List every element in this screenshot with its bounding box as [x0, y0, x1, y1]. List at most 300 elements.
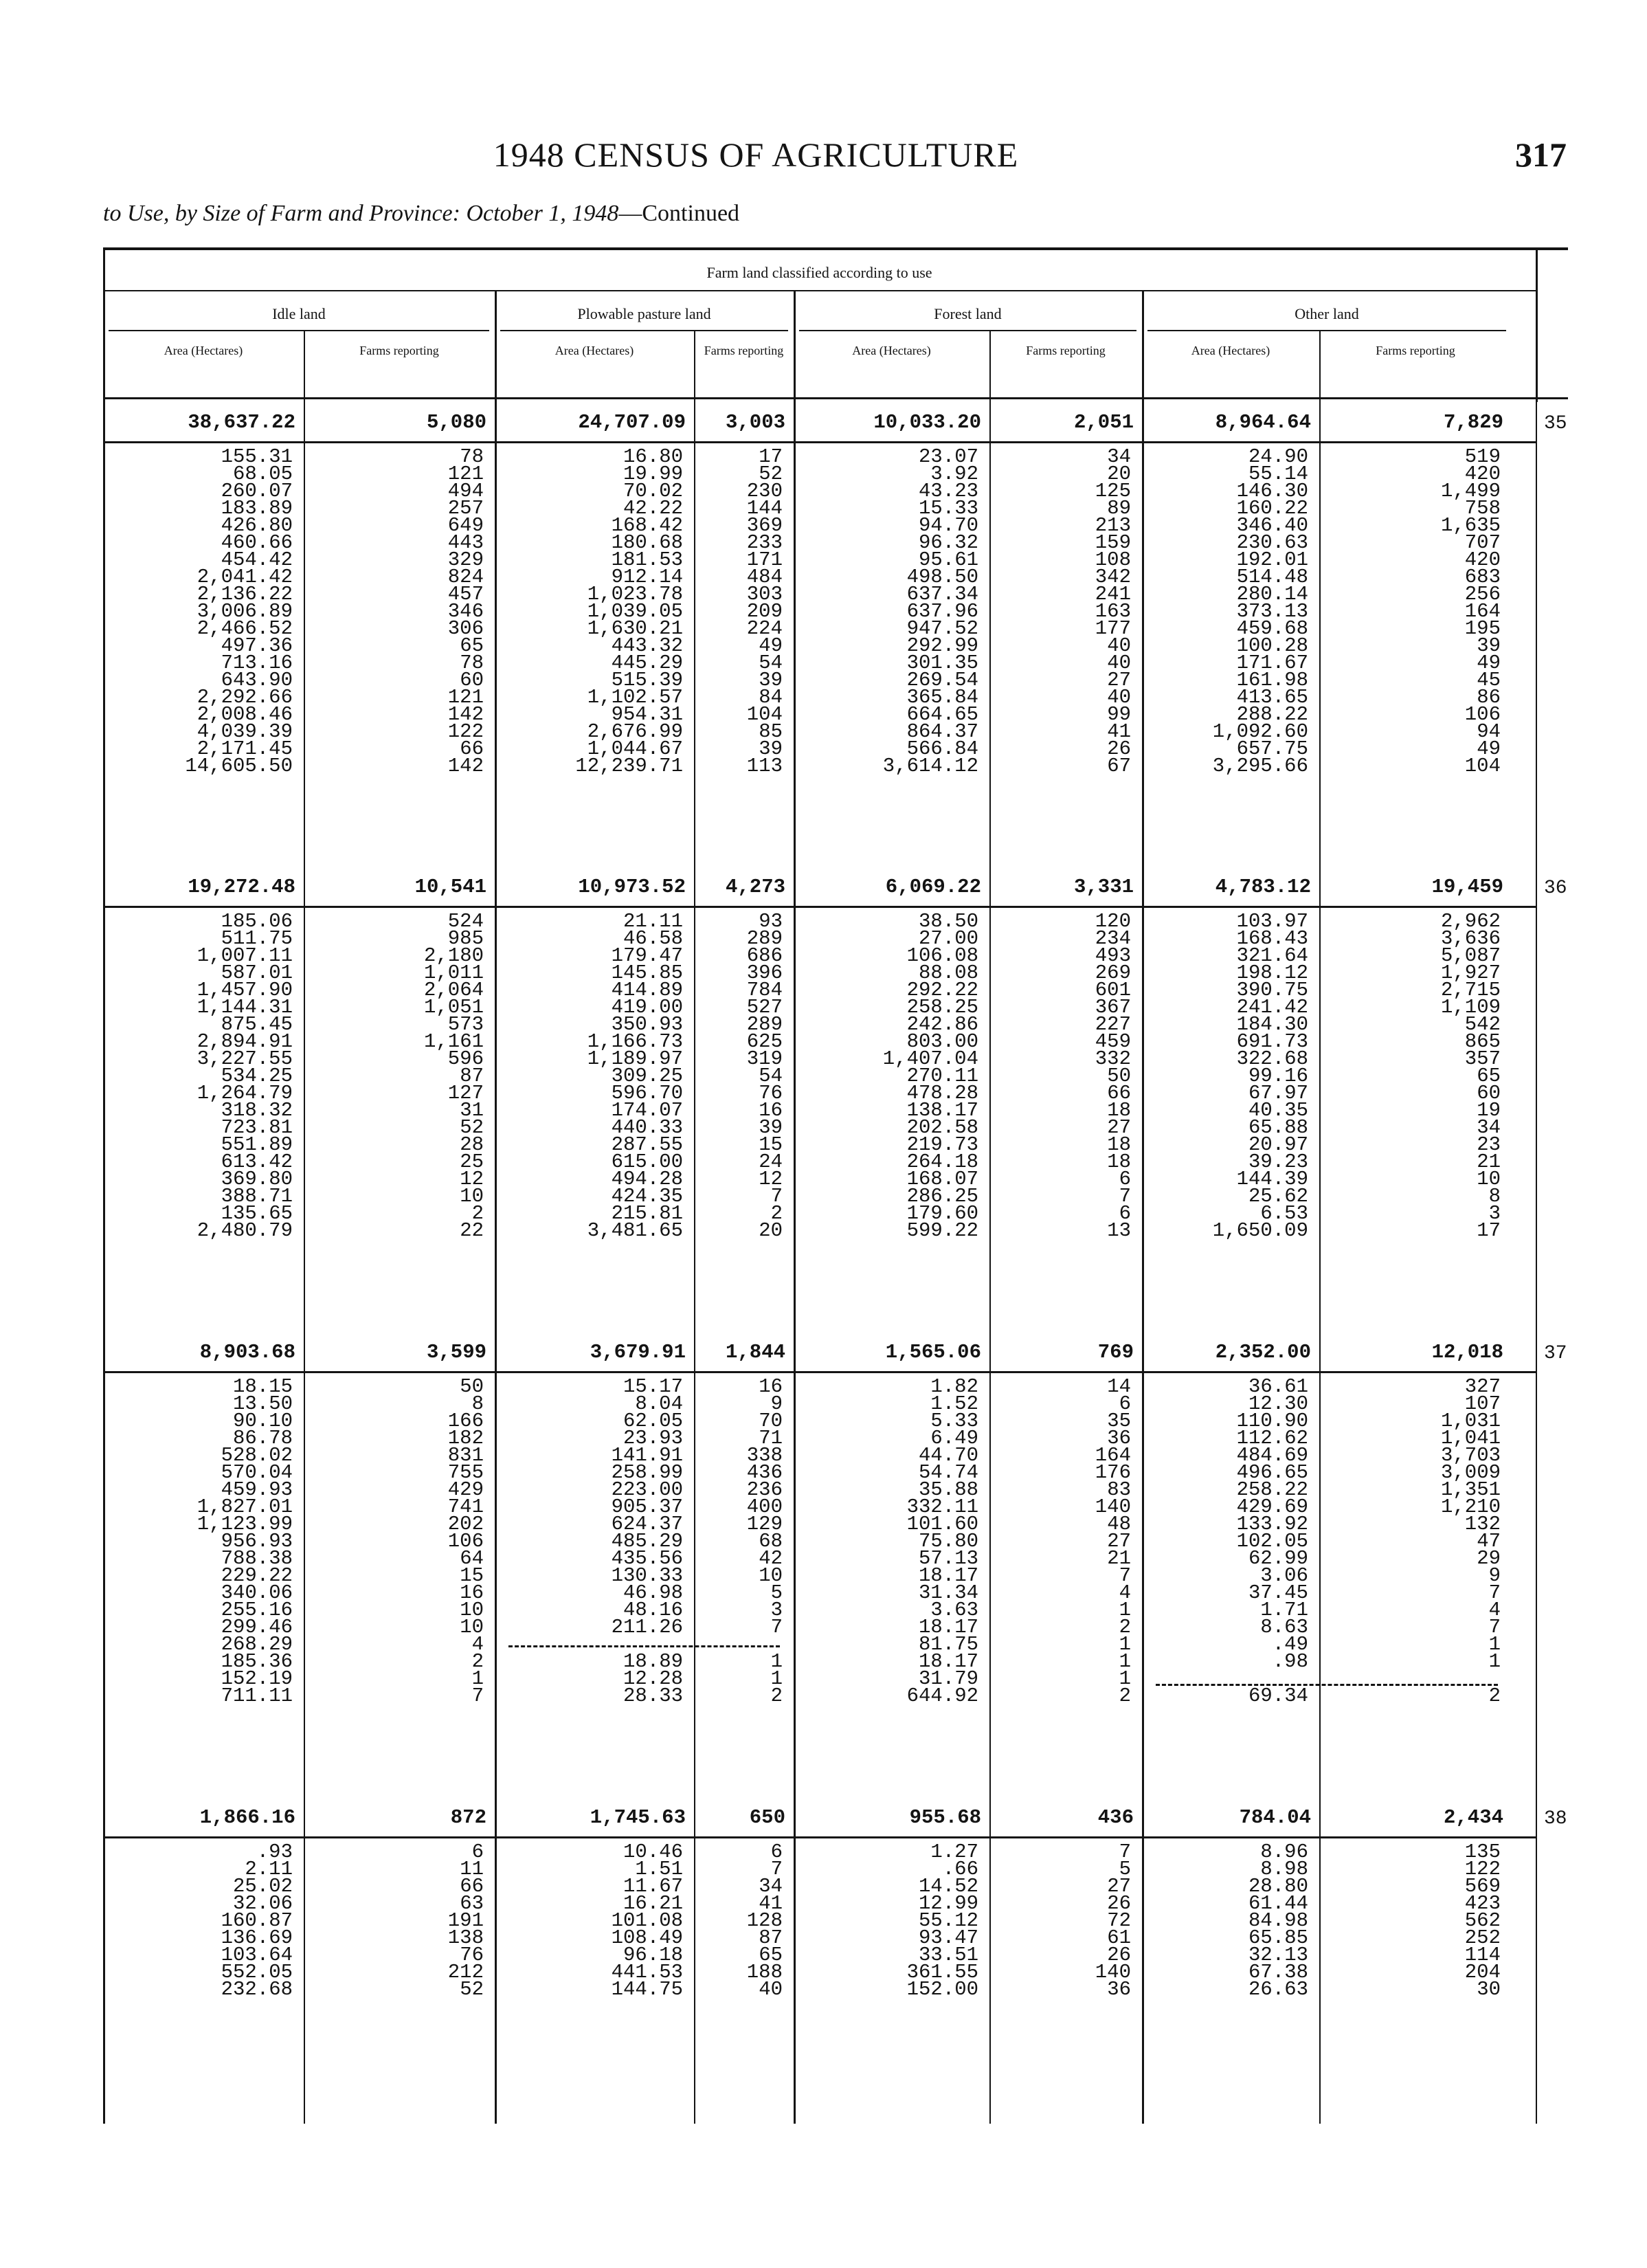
table-cell: 396: [746, 961, 783, 984]
table-cell: 3,006.89: [197, 600, 293, 623]
table-cell: 26: [1107, 1944, 1131, 1966]
column-rule: [1319, 330, 1321, 2124]
table-cell: 236: [746, 1478, 783, 1501]
table-cell: 136.69: [221, 1926, 293, 1949]
table-cell: 252: [1464, 1926, 1501, 1949]
table-cell: 1.27: [930, 1841, 978, 1863]
table-cell: 306: [447, 617, 484, 640]
table-cell: 723.81: [221, 1116, 293, 1139]
table-cell: 711.11: [221, 1685, 293, 1707]
table-cell: 241: [1095, 583, 1131, 605]
table-cell: 10: [460, 1616, 484, 1638]
table-cell: 264.18: [906, 1150, 978, 1173]
table-cell: 81.75: [918, 1633, 978, 1656]
table-cell: 497.36: [221, 634, 293, 657]
table-cell: 152.00: [906, 1978, 978, 2001]
table-cell: 76: [460, 1944, 484, 1966]
table-cell: 121: [447, 463, 484, 485]
table-cell: 758: [1464, 497, 1501, 520]
table-cell: 390.75: [1236, 979, 1308, 1001]
table-cell: 256: [1464, 583, 1501, 605]
table-cell: 142: [447, 703, 484, 726]
table-cell: 7: [770, 1185, 783, 1208]
table-cell: 52: [759, 463, 783, 485]
table-cell: 24: [759, 1150, 783, 1173]
table-cell: 18.17: [918, 1650, 978, 1673]
table-cell: 96.32: [918, 531, 978, 554]
table-cell: 12,239.71: [575, 755, 683, 777]
table-cell: 16: [759, 1375, 783, 1398]
table-cell: 485.29: [611, 1530, 683, 1553]
table-cell: 212: [447, 1961, 484, 1983]
table-cell: 185.06: [221, 910, 293, 933]
table-cell: 3: [770, 1599, 783, 1621]
table-cell: 457: [447, 583, 484, 605]
table-cell: 101.60: [906, 1513, 978, 1535]
table-cell: 185.36: [221, 1650, 293, 1673]
table-cell: 41: [1107, 720, 1131, 743]
table-cell: 292.22: [906, 979, 978, 1001]
table-cell: 741: [447, 1496, 484, 1518]
section-total: 3,599: [426, 1341, 486, 1364]
table-cell: 37.45: [1248, 1581, 1308, 1604]
table-cell: 2,041.42: [197, 566, 293, 588]
table-cell: 346: [447, 600, 484, 623]
section-total: 872: [450, 1806, 486, 1829]
table-cell: 106: [447, 1530, 484, 1553]
table-cell: 52: [460, 1978, 484, 2001]
table-cell: 954.31: [611, 703, 683, 726]
table-cell: 66: [460, 1875, 484, 1898]
table-cell: 209: [746, 600, 783, 623]
table-cell: 2,064: [423, 979, 484, 1001]
table-cell: 788.38: [221, 1547, 293, 1570]
table-cell: 120: [1095, 910, 1131, 933]
table-cell: 985: [447, 927, 484, 950]
table-cell: 365.84: [906, 686, 978, 709]
table-cell: 76: [759, 1082, 783, 1104]
table-cell: 40: [1107, 652, 1131, 674]
table-cell: 42: [759, 1547, 783, 1570]
table-cell: 2,676.99: [587, 720, 683, 743]
table-cell: 429.69: [1236, 1496, 1308, 1518]
table-cell: 25.02: [232, 1875, 293, 1898]
table-cell: 32.13: [1248, 1944, 1308, 1966]
table-cell: 596: [447, 1047, 484, 1070]
table-cell: 5,087: [1440, 944, 1501, 967]
table-cell: 16: [460, 1581, 484, 1604]
table-cell: 515.39: [611, 669, 683, 691]
table-cell: 511.75: [221, 927, 293, 950]
table-cell: 95.61: [918, 548, 978, 571]
table-cell: 60: [460, 669, 484, 691]
table-cell: 20: [1107, 463, 1131, 485]
table-cell: 202.58: [906, 1116, 978, 1139]
table-cell: 16.21: [623, 1892, 683, 1915]
table-cell: 68.05: [232, 463, 293, 485]
table-cell: 573: [447, 1013, 484, 1036]
table-cell: 3,227.55: [197, 1047, 293, 1070]
table-cell: 55.14: [1248, 463, 1308, 485]
subtitle-continued: —Continued: [618, 201, 740, 226]
column-rule: [304, 330, 305, 2124]
table-cell: 122: [447, 720, 484, 743]
table-cell: 181.53: [611, 548, 683, 571]
table-cell: 3: [1488, 1202, 1501, 1225]
table-cell: 1.51: [635, 1858, 683, 1880]
section-total: 12,018: [1431, 1341, 1503, 1364]
page-title: 1948 CENSUS OF AGRICULTURE: [493, 135, 1019, 174]
table-cell: 108: [1095, 548, 1131, 571]
table-cell: 182: [447, 1427, 484, 1449]
table-cell: 624.37: [611, 1513, 683, 1535]
table-cell: 1: [770, 1667, 783, 1690]
table-cell: 443.32: [611, 634, 683, 657]
table-cell: 1,039.05: [587, 600, 683, 623]
section-total: 1,565.06: [885, 1341, 981, 1364]
table-cell: 104: [746, 703, 783, 726]
table-cell: 19: [1477, 1099, 1501, 1122]
group-rule: [500, 330, 788, 331]
table-cell: 104: [1464, 755, 1501, 777]
table-cell: 23: [1477, 1133, 1501, 1156]
section-total: 5,080: [426, 411, 486, 434]
table-cell: 224: [746, 617, 783, 640]
section-total: 1,745.63: [590, 1806, 686, 1829]
table-cell: 424.35: [611, 1185, 683, 1208]
table-cell: 1,023.78: [587, 583, 683, 605]
table-cell: 69.34: [1248, 1685, 1308, 1707]
table-cell: 46.58: [623, 927, 683, 950]
table-cell: 2,008.46: [197, 703, 293, 726]
dashed-leader: [1156, 1684, 1498, 1686]
table-cell: 121: [447, 686, 484, 709]
table-cell: 6: [1119, 1202, 1131, 1225]
table-cell: 459: [1095, 1030, 1131, 1053]
table-cell: 1,351: [1440, 1478, 1501, 1501]
table-cell: 423: [1464, 1892, 1501, 1915]
table-cell: 61: [1107, 1926, 1131, 1949]
table-cell: 9: [1488, 1564, 1501, 1587]
table-cell: 65: [759, 1944, 783, 1966]
table-cell: 70.02: [623, 480, 683, 502]
section-total: 769: [1097, 1341, 1134, 1364]
table-cell: 3,636: [1440, 927, 1501, 950]
table-cell: 46.98: [623, 1581, 683, 1604]
table-cell: 27: [1107, 669, 1131, 691]
table-cell: 44.70: [918, 1444, 978, 1467]
table-cell: 441.53: [611, 1961, 683, 1983]
table-cell: 784: [746, 979, 783, 1001]
table-cell: 86.78: [232, 1427, 293, 1449]
table-cell: 864.37: [906, 720, 978, 743]
table-cell: 161.98: [1236, 669, 1308, 691]
column-header-farms: Farms reporting: [704, 344, 784, 357]
table-cell: 40: [759, 1978, 783, 2001]
table-cell: 691.73: [1236, 1030, 1308, 1053]
table-cell: 587.01: [221, 961, 293, 984]
column-header-farms: Farms reporting: [359, 344, 439, 357]
table-cell: 67: [1107, 755, 1131, 777]
table-cell: 103.64: [221, 1944, 293, 1966]
table-cell: 100.28: [1236, 634, 1308, 657]
table-cell: 338: [746, 1444, 783, 1467]
table-cell: 230: [746, 480, 783, 502]
table-cell: 31.79: [918, 1667, 978, 1690]
column-header-area: Area (Hectares): [554, 344, 634, 357]
table-cell: 88.08: [918, 961, 978, 984]
table-cell: 289: [746, 927, 783, 950]
table-cell: 329: [447, 548, 484, 571]
table-cell: 713.16: [221, 652, 293, 674]
table-cell: 33.51: [918, 1944, 978, 1966]
table-cell: 1,051: [423, 996, 484, 1019]
table-cell: 66: [460, 737, 484, 760]
table-cell: 292.99: [906, 634, 978, 657]
table-cell: 865: [1464, 1030, 1501, 1053]
table-cell: 84: [759, 686, 783, 709]
table-cell: 83: [1107, 1478, 1131, 1501]
table-cell: 93: [759, 910, 783, 933]
table-cell: 99.16: [1248, 1065, 1308, 1087]
table-cell: 2.11: [245, 1858, 293, 1880]
table-cell: 596.70: [611, 1082, 683, 1104]
table-cell: 10: [759, 1564, 783, 1587]
table-cell: 436: [746, 1461, 783, 1484]
table-cell: 1: [1488, 1650, 1501, 1673]
table-cell: 6: [471, 1841, 484, 1863]
table-cell: 132: [1464, 1513, 1501, 1535]
column-header-farms: Farms reporting: [1376, 344, 1455, 357]
table-cell: 15: [759, 1133, 783, 1156]
table-cell: 61.44: [1248, 1892, 1308, 1915]
table-cell: 5.33: [930, 1410, 978, 1432]
table-cell: 71: [759, 1427, 783, 1449]
table-cell: 268.29: [221, 1633, 293, 1656]
table-cell: 90.10: [232, 1410, 293, 1432]
table-cell: 10: [460, 1185, 484, 1208]
table-cell: 342: [1095, 566, 1131, 588]
table-cell: 40: [1107, 686, 1131, 709]
table-cell: 3.06: [1260, 1564, 1308, 1587]
table-cell: 146.30: [1236, 480, 1308, 502]
table-cell: 15: [460, 1564, 484, 1587]
table-cell: 34: [1107, 445, 1131, 468]
table-cell: 12.28: [623, 1667, 683, 1690]
table-cell: 13.50: [232, 1392, 293, 1415]
table-cell: 459.68: [1236, 617, 1308, 640]
group-rule: [109, 330, 489, 331]
table-cell: 419.00: [611, 996, 683, 1019]
table-cell: 1: [471, 1667, 484, 1690]
table-cell: 1: [1119, 1650, 1131, 1673]
title-rule: [103, 290, 1536, 291]
table-cell: 101.08: [611, 1909, 683, 1932]
table-cell: 63: [460, 1892, 484, 1915]
table-cell: 21.11: [623, 910, 683, 933]
table-cell: 18.89: [623, 1650, 683, 1673]
table-cell: 16: [759, 1099, 783, 1122]
table-cell: 369.80: [221, 1168, 293, 1190]
table-cell: 31.34: [918, 1581, 978, 1604]
table-cell: 25.62: [1248, 1185, 1308, 1208]
section-total: 2,352.00: [1215, 1341, 1311, 1364]
table-cell: 2,292.66: [197, 686, 293, 709]
table-cell: 357: [1464, 1047, 1501, 1070]
table-cell: 309.25: [611, 1065, 683, 1087]
table-cell: 54: [759, 1065, 783, 1087]
table-cell: 41: [759, 1892, 783, 1915]
table-cell: 62.05: [623, 1410, 683, 1432]
table-cell: 3,009: [1440, 1461, 1501, 1484]
table-cell: 6.53: [1260, 1202, 1308, 1225]
table-cell: 70: [759, 1410, 783, 1432]
table-cell: 144: [746, 497, 783, 520]
table-cell: 204: [1464, 1961, 1501, 1983]
table-cell: 49: [1477, 737, 1501, 760]
table-cell: 133.92: [1236, 1513, 1308, 1535]
column-header-area: Area (Hectares): [1191, 344, 1270, 357]
table-cell: 803.00: [906, 1030, 978, 1053]
table-cell: 484: [746, 566, 783, 588]
table-subtitle: [103, 201, 739, 227]
table-cell: 219.73: [906, 1133, 978, 1156]
table-cell: 67.38: [1248, 1961, 1308, 1983]
table-cell: 18: [1107, 1099, 1131, 1122]
table-cell: 519: [1464, 445, 1501, 468]
table-cell: 649: [447, 514, 484, 537]
table-cell: 129: [746, 1513, 783, 1535]
table-cell: 68: [759, 1530, 783, 1553]
table-cell: 10.46: [623, 1841, 683, 1863]
table-cell: 319: [746, 1047, 783, 1070]
group-column-rule: [495, 290, 497, 2124]
table-cell: 1,092.60: [1212, 720, 1308, 743]
table-cell: 4: [471, 1633, 484, 1656]
table-cell: 257: [447, 497, 484, 520]
table-cell: 1.71: [1260, 1599, 1308, 1621]
table-cell: 159: [1095, 531, 1131, 554]
table-cell: 420: [1464, 463, 1501, 485]
table-cell: 280.14: [1236, 583, 1308, 605]
table-cell: 13: [1107, 1219, 1131, 1242]
table-cell: 26.63: [1248, 1978, 1308, 2001]
table-cell: 566.84: [906, 737, 978, 760]
table-cell: 11: [460, 1858, 484, 1880]
row-number: 37: [1544, 1343, 1567, 1364]
section-total: 19,459: [1431, 876, 1503, 898]
table-cell: 664.65: [906, 703, 978, 726]
table-cell: 956.93: [221, 1530, 293, 1553]
table-cell: 1: [1119, 1667, 1131, 1690]
table-cell: 20.97: [1248, 1133, 1308, 1156]
table-cell: 163: [1095, 600, 1131, 623]
table-cell: 7: [770, 1858, 783, 1880]
table-cell: 420: [1464, 548, 1501, 571]
table-cell: 496.65: [1236, 1461, 1308, 1484]
table-cell: 498.50: [906, 566, 978, 588]
table-cell: 367: [1095, 996, 1131, 1019]
table-cell: 40.35: [1248, 1099, 1308, 1122]
table-cell: 28.33: [623, 1685, 683, 1707]
table-cell: 168.43: [1236, 927, 1308, 950]
table-cell: 7: [1119, 1564, 1131, 1587]
table-cell: 188: [746, 1961, 783, 1983]
table-cell: 912.14: [611, 566, 683, 588]
table-cell: 145.85: [611, 961, 683, 984]
table-cell: 287.55: [611, 1133, 683, 1156]
header-bottom-rule: [103, 397, 1568, 399]
table-cell: 1,650.09: [1212, 1219, 1308, 1242]
table-cell: 429: [447, 1478, 484, 1501]
section-total: 3,679.91: [590, 1341, 686, 1364]
table-cell: 65: [460, 634, 484, 657]
table-cell: 1,011: [423, 961, 484, 984]
section-total: 1,844: [725, 1341, 785, 1364]
table-cell: 1,499: [1440, 480, 1501, 502]
table-cell: 426.80: [221, 514, 293, 537]
table-cell: 195: [1464, 617, 1501, 640]
table-cell: 12.30: [1248, 1392, 1308, 1415]
table-cell: 599.22: [906, 1219, 978, 1242]
table-cell: 12: [460, 1168, 484, 1190]
table-cell: 227: [1095, 1013, 1131, 1036]
table-cell: 155.31: [221, 445, 293, 468]
table-cell: 166: [447, 1410, 484, 1432]
table-cell: 1,166.73: [587, 1030, 683, 1053]
table-cell: 7: [471, 1685, 484, 1707]
table-cell: 127: [447, 1082, 484, 1104]
table-cell: 332: [1095, 1047, 1131, 1070]
table-cell: 36: [1107, 1427, 1131, 1449]
table-cell: 8: [471, 1392, 484, 1415]
table-cell: 4,039.39: [197, 720, 293, 743]
farm-land-table: [103, 247, 1568, 2124]
table-cell: 369: [746, 514, 783, 537]
table-cell: 551.89: [221, 1133, 293, 1156]
table-cell: 106.08: [906, 944, 978, 967]
section-total: 3,003: [725, 411, 785, 434]
table-cell: 19.99: [623, 463, 683, 485]
table-cell: 30: [1477, 1978, 1501, 2001]
table-cell: 2: [1119, 1616, 1131, 1638]
table-cell: 140: [1095, 1961, 1131, 1983]
table-cell: 1,044.67: [587, 737, 683, 760]
table-cell: 332.11: [906, 1496, 978, 1518]
table-cell: 22: [460, 1219, 484, 1242]
table-cell: 288.22: [1236, 703, 1308, 726]
table-cell: 15.17: [623, 1375, 683, 1398]
table-cell: 113: [746, 755, 783, 777]
group-header: Other land: [1295, 305, 1359, 322]
table-cell: 4: [1119, 1581, 1131, 1604]
table-cell: 318.32: [221, 1099, 293, 1122]
table-cell: 191: [447, 1909, 484, 1932]
section-total: 38,637.22: [188, 411, 295, 434]
table-cell: 49: [1477, 652, 1501, 674]
table-cell: 484.69: [1236, 1444, 1308, 1467]
table-cell: 6: [1119, 1168, 1131, 1190]
table-cell: 211.26: [611, 1616, 683, 1638]
table-cell: 3.63: [930, 1599, 978, 1621]
table-cell: 494.28: [611, 1168, 683, 1190]
table-cell: 164: [1095, 1444, 1131, 1467]
table-cell: 454.42: [221, 548, 293, 571]
table-cell: 1,927: [1440, 961, 1501, 984]
table-cell: 11.67: [623, 1875, 683, 1898]
table-cell: 72: [1107, 1909, 1131, 1932]
table-cell: 460.66: [221, 531, 293, 554]
